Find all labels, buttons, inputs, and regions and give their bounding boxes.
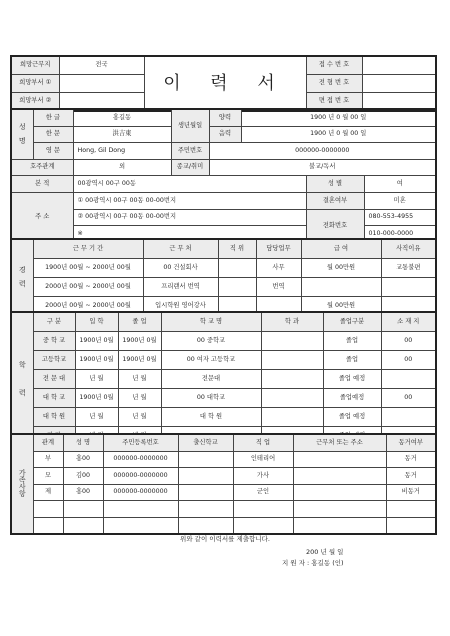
fam-name[interactable] <box>63 501 103 518</box>
phone-2-value[interactable]: 010-000-0000 <box>364 226 436 243</box>
edu-status[interactable]: 졸업예정 <box>323 389 381 408</box>
desired-dept2-label: 희망부서 ② <box>11 93 59 112</box>
table-row <box>11 468 436 485</box>
edu-school[interactable]: 00 대학교 <box>161 389 261 408</box>
desired-dept1-label: 희망부서 ① <box>11 75 59 93</box>
edu-location[interactable] <box>381 408 436 427</box>
edu-location[interactable]: 00 <box>381 351 436 370</box>
fam-job[interactable]: 군인 <box>233 484 293 501</box>
edu-grad[interactable]: 1900년 0월 <box>118 351 161 370</box>
interview-number-label: 면 접 번 호 <box>306 93 362 112</box>
desired-dept1-value[interactable] <box>59 75 144 93</box>
edu-enter[interactable]: 년 월 <box>75 370 118 389</box>
fam-school[interactable] <box>178 451 233 468</box>
table-row <box>11 389 436 408</box>
table-row <box>11 278 436 297</box>
receipt-number-label: 접 수 번 호 <box>306 56 362 75</box>
edu-location[interactable]: 00 <box>381 332 436 351</box>
birth-lunar-label: 음력 <box>209 126 241 143</box>
gender-label: 성 별 <box>306 176 364 193</box>
fam-school[interactable] <box>178 517 233 534</box>
career-header-period: 근 무 기 간 <box>33 239 143 259</box>
fam-header-job: 직 업 <box>233 434 293 451</box>
fam-header-id: 주민등록번호 <box>103 434 178 451</box>
fam-relation[interactable] <box>33 501 63 518</box>
table-row <box>11 259 436 278</box>
edu-school[interactable]: 전문대 <box>161 370 261 389</box>
fam-name[interactable]: 홍00 <box>63 484 103 501</box>
fam-school[interactable] <box>178 484 233 501</box>
table-row <box>11 517 436 534</box>
family-relation-label: 호주관계 <box>11 159 73 176</box>
edu-grad[interactable]: 년 월 <box>118 408 161 427</box>
fam-school[interactable] <box>178 468 233 485</box>
fam-job[interactable]: 인테리어 <box>233 451 293 468</box>
table-row <box>11 501 436 518</box>
birth-solar-label: 양력 <box>209 109 241 126</box>
fam-id[interactable]: 000000-0000000 <box>103 468 178 485</box>
edu-major[interactable] <box>261 370 323 389</box>
document-title: 이 력 서 <box>144 56 306 111</box>
basic-info-table <box>10 108 437 244</box>
fam-cohabit[interactable]: 동거 <box>386 468 436 485</box>
edu-grad[interactable]: 1900년 0월 <box>118 332 161 351</box>
edu-location[interactable] <box>381 370 436 389</box>
edu-enter[interactable]: 년 월 <box>75 408 118 427</box>
fam-name[interactable]: 김00 <box>63 468 103 485</box>
birth-lunar-value[interactable]: 1900 년 0 월 00 일 <box>241 126 436 143</box>
name-hanja-label: 한 문 <box>33 126 73 143</box>
edu-header-grad: 졸 업 <box>118 312 161 332</box>
career-reason[interactable]: 교통불편 <box>381 259 436 278</box>
edu-header-enter: 입 학 <box>75 312 118 332</box>
career-header-position: 직 위 <box>218 239 256 259</box>
fam-work[interactable] <box>293 451 386 468</box>
edu-major[interactable] <box>261 408 323 427</box>
fam-relation[interactable] <box>33 517 63 534</box>
gender-value[interactable]: 여 <box>364 176 436 193</box>
edu-type: 중 학 교 <box>33 332 75 351</box>
birth-label: 생년월일 <box>171 109 209 143</box>
edu-major[interactable] <box>261 389 323 408</box>
career-duty[interactable]: 번역 <box>256 278 301 297</box>
career-place[interactable]: 프리랜서 번역 <box>143 278 218 297</box>
resident-number-value[interactable]: 000000-0000000 <box>209 143 436 160</box>
edu-enter[interactable]: 1900년 0월 <box>75 389 118 408</box>
career-place[interactable]: 00 건설회사 <box>143 259 218 278</box>
table-row <box>11 484 436 501</box>
marital-value[interactable]: 미혼 <box>364 192 436 209</box>
desired-location-label: 희망근무지 <box>11 56 59 75</box>
career-position[interactable] <box>218 278 256 297</box>
receipt-number-value[interactable] <box>362 56 436 75</box>
address-2-value[interactable]: ② 00광역시 00구 00동 00-00번지 <box>73 209 306 226</box>
edu-location[interactable]: 00 <box>381 389 436 408</box>
name-korean-value[interactable]: 홍길동 <box>73 109 171 126</box>
table-row <box>11 351 436 370</box>
fam-cohabit[interactable] <box>386 501 436 518</box>
career-header-reason: 사직이유 <box>381 239 436 259</box>
edu-school[interactable]: 00 여자 고등학교 <box>161 351 261 370</box>
edu-header-type: 구 분 <box>33 312 75 332</box>
origin-label: 본 적 <box>11 176 73 193</box>
family-table <box>10 433 437 535</box>
marital-label: 결혼여부 <box>306 192 364 209</box>
fam-relation[interactable]: 제 <box>33 484 63 501</box>
fam-cohabit[interactable]: 동거 <box>386 451 436 468</box>
edu-status[interactable]: 졸업 예정 <box>323 370 381 389</box>
edu-header-school: 학 교 명 <box>161 312 261 332</box>
fam-header-cohabit: 동거여부 <box>386 434 436 451</box>
fam-header-relation: 관계 <box>33 434 63 451</box>
edu-major[interactable] <box>261 332 323 351</box>
career-period[interactable]: 2000년 00월 ~ 2000년 00월 <box>33 297 143 317</box>
edu-grad[interactable]: 년 월 <box>118 370 161 389</box>
family-section-label: 가 족 사 항 <box>11 434 33 534</box>
fam-relation[interactable]: 부 <box>33 451 63 468</box>
fam-header-school: 출신학교 <box>178 434 233 451</box>
career-header-duty: 담당업무 <box>256 239 301 259</box>
edu-type: 고등학교 <box>33 351 75 370</box>
edu-header-major: 학 과 <box>261 312 323 332</box>
fam-id[interactable]: 000000-0000000 <box>103 451 178 468</box>
address-label: 주 소 <box>11 192 73 242</box>
phone-1-value[interactable]: 080-553-4955 <box>364 209 436 226</box>
career-place[interactable]: 입시학원 영어강사 <box>143 297 218 317</box>
fam-work[interactable] <box>293 501 386 518</box>
fam-job[interactable] <box>233 517 293 534</box>
religion-hobby-label: 종교/취미 <box>171 159 209 176</box>
origin-value[interactable]: 00광역시 00구 00동 <box>73 176 306 193</box>
career-header-salary: 급 여 <box>301 239 381 259</box>
career-period[interactable]: 2000년 00월 ~ 2000년 00월 <box>33 278 143 297</box>
fam-id[interactable]: 000000-0000000 <box>103 484 178 501</box>
address-1-value[interactable]: ① 00광역시 00구 00동 00-00번지 <box>73 192 306 209</box>
table-row <box>11 451 436 468</box>
religion-hobby-value[interactable]: 불교/독서 <box>209 159 436 176</box>
name-korean-label: 한 글 <box>33 109 73 126</box>
edu-school[interactable]: 00 중학교 <box>161 332 261 351</box>
edu-enter[interactable]: 1900년 0월 <box>75 332 118 351</box>
career-salary[interactable] <box>301 278 381 297</box>
screening-number-value[interactable] <box>362 75 436 93</box>
fam-id[interactable] <box>103 517 178 534</box>
edu-type: 대 학 원 <box>33 408 75 427</box>
name-english-label: 영 문 <box>33 143 73 160</box>
fam-work[interactable] <box>293 468 386 485</box>
desired-location-value[interactable]: 전국 <box>59 56 144 75</box>
career-duty[interactable]: 사무 <box>256 259 301 278</box>
edu-major[interactable] <box>261 351 323 370</box>
name-section-label: 성 명 <box>11 109 33 159</box>
fam-name[interactable] <box>63 517 103 534</box>
education-section-label: 학 력 <box>11 312 33 446</box>
submission-statement: 위와 같이 이력서를 제출합니다. <box>180 535 270 543</box>
edu-enter[interactable]: 1900년 0월 <box>75 351 118 370</box>
submission-date[interactable]: 200 년 월 일 <box>306 548 344 556</box>
table-row <box>11 370 436 389</box>
edu-status[interactable]: 졸업 <box>323 351 381 370</box>
table-row <box>11 408 436 427</box>
career-salary[interactable]: 월 00만원 <box>301 297 381 317</box>
career-reason[interactable] <box>381 278 436 297</box>
name-hanja-value[interactable]: 洪吉東 <box>73 126 171 143</box>
career-period[interactable]: 1900년 00월 ~ 2000년 00월 <box>33 259 143 278</box>
fam-header-work: 근무처 또는 주소 <box>293 434 386 451</box>
fam-work[interactable] <box>293 484 386 501</box>
resident-number-label: 주민번호 <box>171 143 209 160</box>
edu-type: 전 문 대 <box>33 370 75 389</box>
address-note[interactable]: ※ <box>73 226 306 243</box>
fam-id[interactable] <box>103 501 178 518</box>
fam-name[interactable]: 홍00 <box>63 451 103 468</box>
edu-header-status: 졸업구분 <box>323 312 381 332</box>
birth-solar-value[interactable]: 1900 년 0 월 00 일 <box>241 109 436 126</box>
fam-school[interactable] <box>178 501 233 518</box>
fam-job[interactable] <box>233 501 293 518</box>
family-relation-value[interactable]: 외 <box>73 159 171 176</box>
edu-header-location: 소 재 지 <box>381 312 436 332</box>
edu-grad[interactable]: 년 월 <box>118 389 161 408</box>
table-row <box>11 332 436 351</box>
fam-job[interactable]: 가사 <box>233 468 293 485</box>
career-position[interactable] <box>218 259 256 278</box>
fam-relation[interactable]: 모 <box>33 468 63 485</box>
fam-header-name: 성 명 <box>63 434 103 451</box>
fam-work[interactable] <box>293 517 386 534</box>
career-salary[interactable]: 월 00만원 <box>301 259 381 278</box>
edu-status[interactable]: 졸업 <box>323 332 381 351</box>
career-header-place: 근 무 처 <box>143 239 218 259</box>
phone-label: 전화번호 <box>306 209 364 243</box>
edu-type: 대 학 교 <box>33 389 75 408</box>
fam-cohabit[interactable] <box>386 517 436 534</box>
career-section-label: 경 력 <box>11 239 33 316</box>
education-table <box>10 311 437 447</box>
edu-status[interactable]: 졸업 예정 <box>323 408 381 427</box>
career-table <box>10 238 437 317</box>
edu-school[interactable]: 대 학 원 <box>161 408 261 427</box>
fam-cohabit[interactable]: 비동거 <box>386 484 436 501</box>
applicant-signature[interactable]: 지 원 자 : 홍길동 (인) <box>282 559 344 567</box>
header-table <box>10 55 437 112</box>
screening-number-label: 전 형 번 호 <box>306 75 362 93</box>
name-english-value[interactable]: Hong, Gil Dong <box>73 143 171 160</box>
